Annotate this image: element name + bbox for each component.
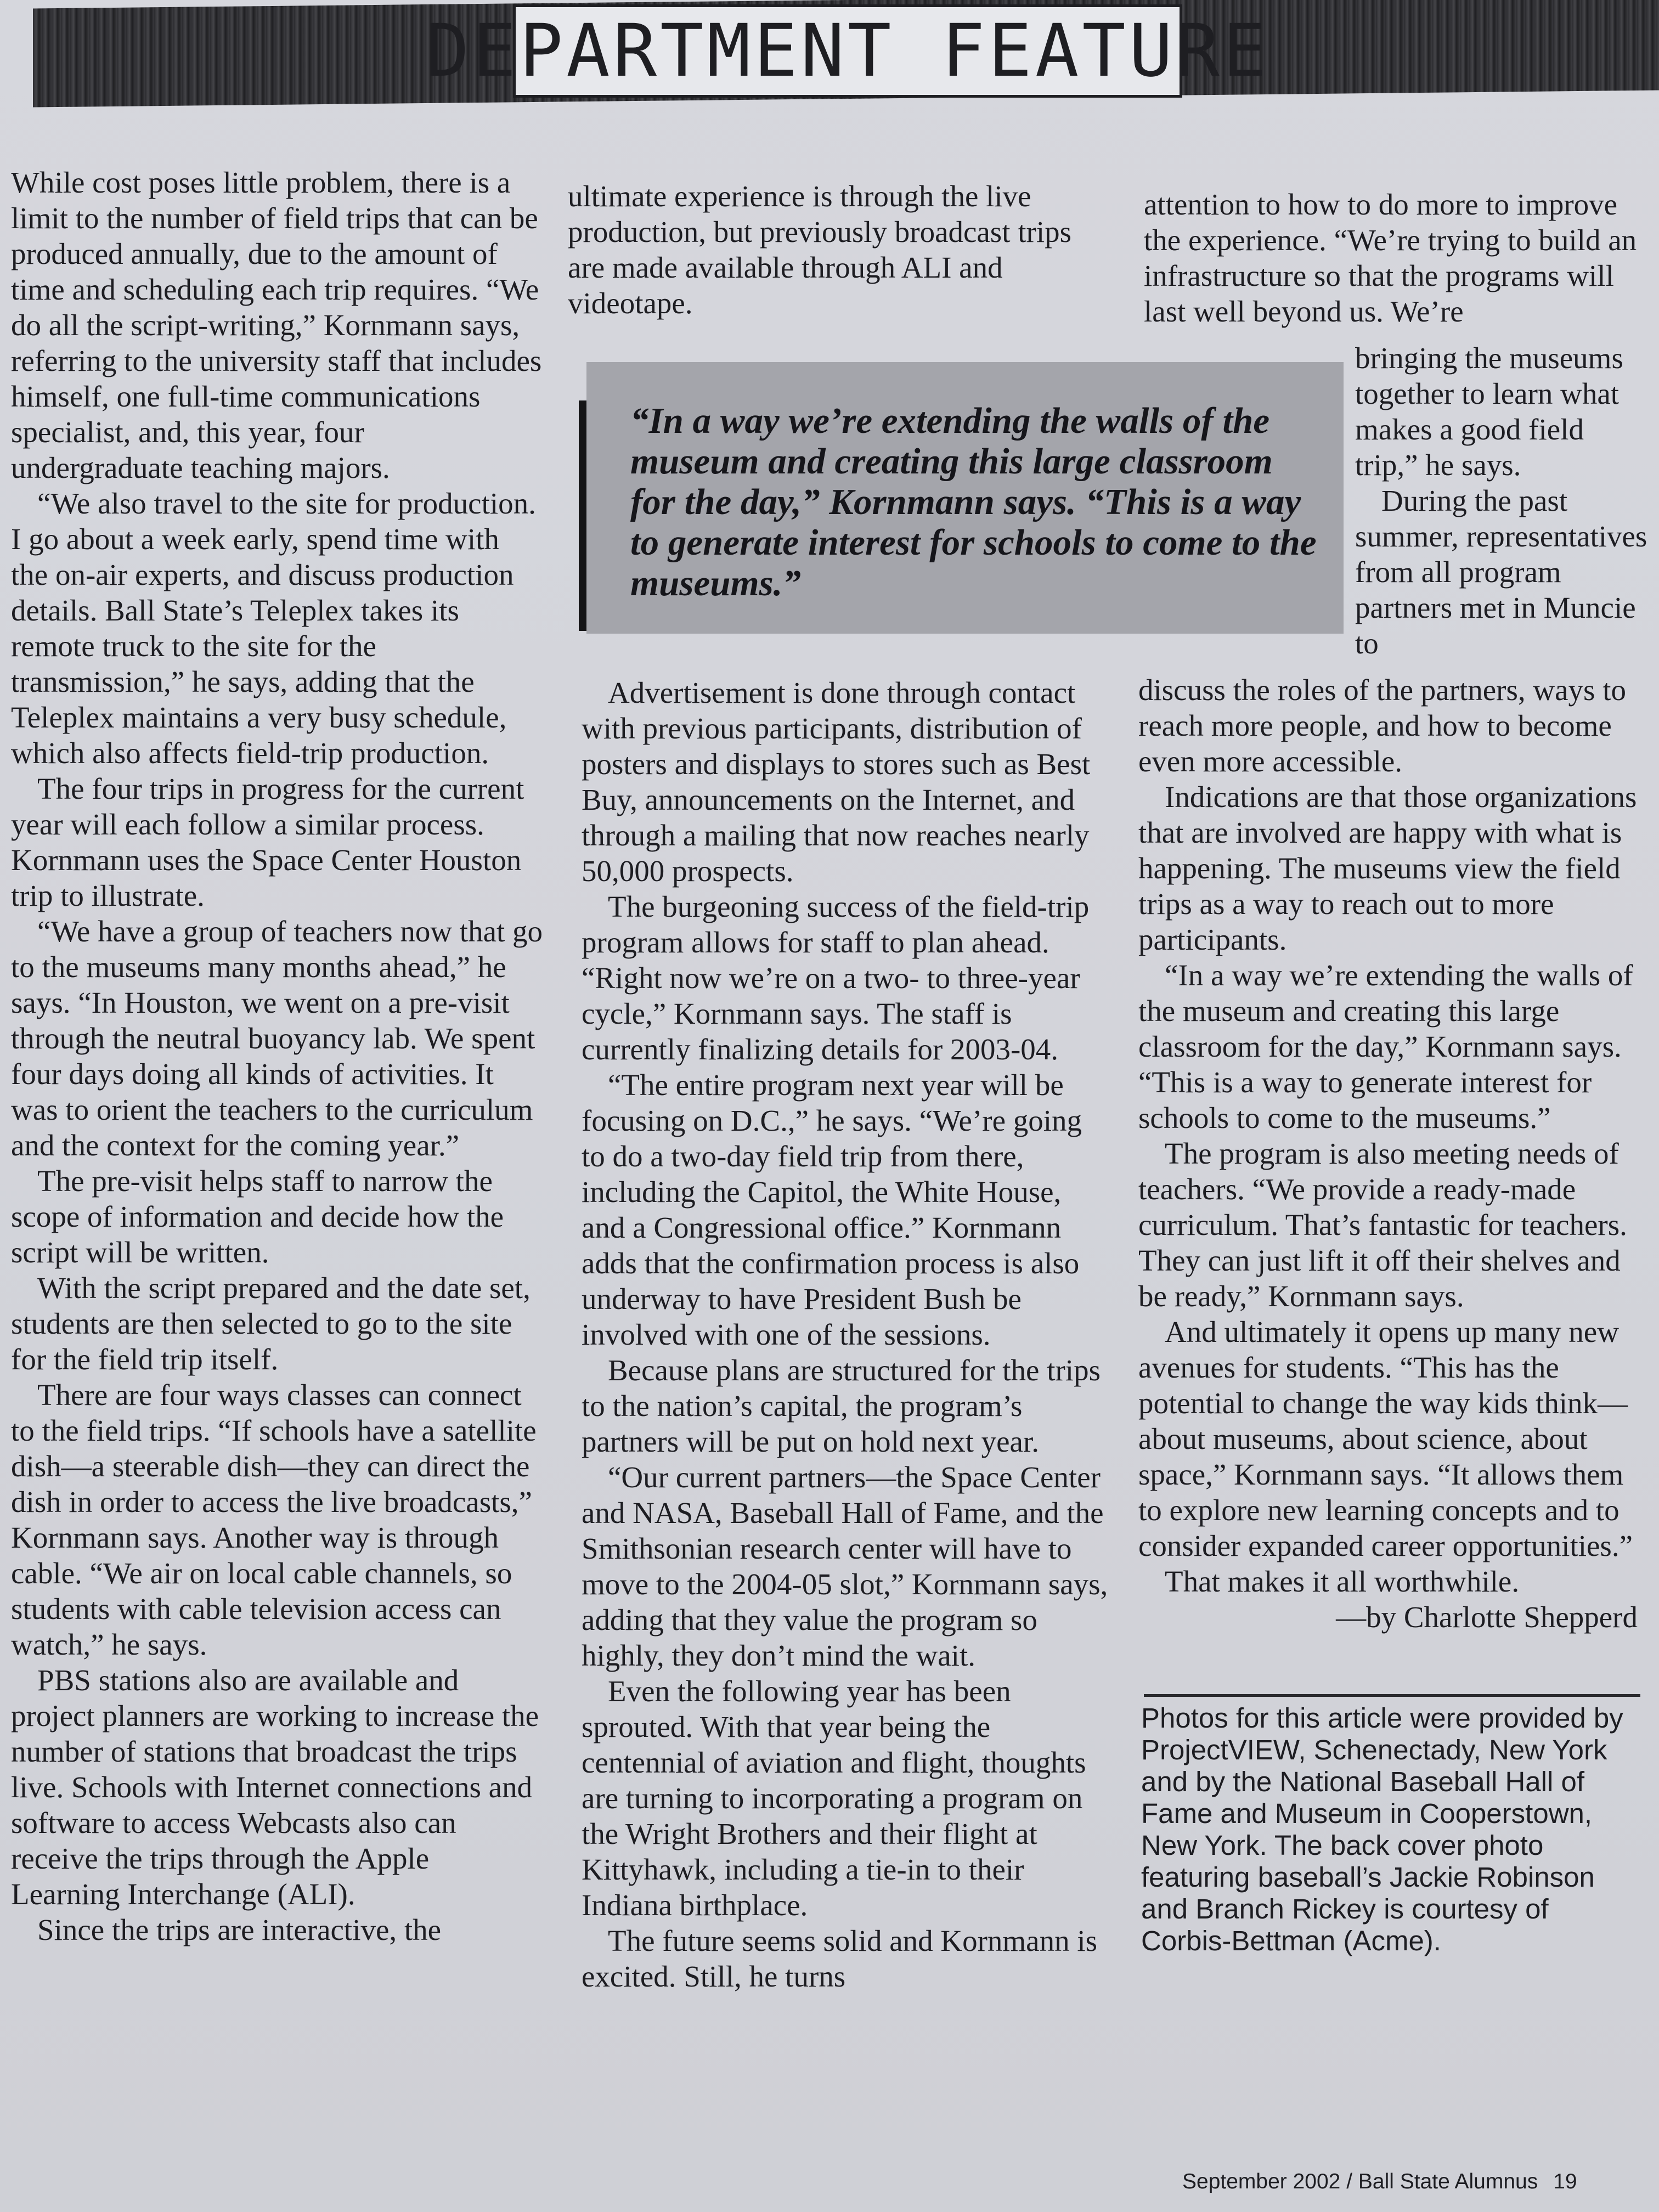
paragraph: “The entire program next year will be focusing on D.C.,” he says. “We’re going to do a two-day field trip from there, including the Capitol, the White House, and a Congressional office.” Kornmann adds that the confirmation process is also underway to have President Bush be involved with one of the sessions. [582,1068,1082,1351]
paragraph: And ultimately it opens up many new avenues for students. “This has the potential to change the way kids think—about museums, about science, about space,” Kornmann says. “It allows them to explore new learning concepts and to consider expanded career opportunities.” [1138,1315,1633,1562]
article-column-3-side [1355,340,1651,661]
paragraph: Since the trips are interactive, the [37,1913,442,1946]
article-column-3 [1138,672,1643,1635]
pull-quote-text: “In a way we’re extending the walls of the museum and creating this large classroom for the day,” Kornmann says. “This is a way to generate interest for schools to come to the museums.” [630,400,1317,603]
paragraph: PBS stations also are available and project planners are working to increase the number of stations that broadcast the trips live. Schools with Internet connections and software to access Webcasts also can receive the trips through the Apple Learning Interchange (ALI). [11,1663,539,1911]
paragraph: Even the following year has been sprouted. With that year being the centennial of aviation and flight, thoughts are turning to incorporating a program on the Wright Brothers and their flight at Kittyhawk, including a tie-in to their Indiana birthplace. [582,1674,1086,1922]
paragraph: The four trips in progress for the current year will each follow a similar process. Kornmann uses the Space Center Houston trip to illustrate. [11,772,524,912]
paragraph: “Our current partners—the Space Center and NASA, Baseball Hall of Fame, and the Smithsonian research center will have to move to the 2004-05 slot,” Kornmann says, adding that they value the program so highly, they don’t mind the wait. [582,1460,1108,1672]
paragraph: “We also travel to the site for production. I go about a week early, spend time with the on-air experts, and discuss production details. Ball State’s Teleplex takes its remote truck to the site for the transmission,” he says, adding that the Teleplex maintains a very busy schedule, which also affects field-trip production. [11,487,536,770]
paragraph: Indications are that those organizations that are involved are happy with what is happening. The museums view the field trips as a way to reach out to more participants. [1138,780,1637,956]
paragraph: The future seems solid and Kornmann is excited. Still, he turns [582,1924,1098,1993]
paragraph: There are four ways classes can connect to the field trips. “If schools have a satellite dish—a steerable dish—they can direct the dish in order to access the live broadcasts,” Kornmann says. Another way is through cable. “We air on local cable channels, so students with cable television access can watch,” he says. [11,1378,537,1661]
paragraph: The pre-visit helps staff to narrow the scope of information and decide how the script will be written. [11,1164,504,1269]
article-column-2 [582,675,1108,1994]
issue-line: September 2002 / Ball State Alumnus [1182,2170,1538,2193]
pull-quote [579,362,1344,631]
page-footer [1182,2170,1643,2194]
page-number: 19 [1553,2170,1577,2193]
paragraph: During the past summer, representatives from all program partners met in Muncie to [1355,484,1647,660]
article-column-3-top [1144,187,1638,329]
paragraph: discuss the roles of the partners, ways to reach more people, and how to become even more accessible. [1138,673,1626,778]
paragraph: While cost poses little problem, there is a limit to the number of field trips that can be produced annually, due to the amount of time and scheduling each trip requires. “We do all the script-writing,” Kornmann says, referring to the university staff that includes himself, one full-time communications specialist, and, this year, four undergraduate teaching majors. [11,166,542,484]
paragraph: “We have a group of teachers now that go to the museums many months ahead,” he says. “In Houston, we went on a pre-visit through the neutral buoyancy lab. We spent four days doing all kinds of activities. It was to orient the teachers to the curriculum and the context for the coming year.” [11,915,543,1162]
paragraph: ultimate experience is through the live production, but previously broadcast trips are made available through ALI and videotape. [568,179,1072,320]
article-column-2-top [568,178,1089,321]
paragraph: The burgeoning success of the field-trip program allows for staff to plan ahead. “Right now we’re on a two- to three-year cycle,” Kornmann says. The staff is currently finalizing details for 2003-04. [582,890,1090,1066]
paragraph: bringing the museums together to learn what makes a good field trip,” he says. [1355,341,1623,482]
paragraph: “In a way we’re extending the walls of the museum and creating this large classroom for the day,” Kornmann says. “This is a way to generate interest for schools to come to the museums.” [1138,958,1633,1135]
photo-credit: Photos for this article were provided by ProjectVIEW, Schenectady, New York and by the National Baseball Hall of Fame and Museum in Cooperstown, New York. The back cover photo featuring baseball’s Jackie Robinson and Branch Rickey is courtesy of Corbis-Bettman (Acme). [1141,1702,1623,1956]
pull-quote-box [586,362,1344,634]
paragraph: Because plans are structured for the trips to the nation’s capital, the program’s partners will be put on hold next year. [582,1353,1101,1458]
section-header [425,4,1270,98]
paragraph: Advertisement is done through contact with previous participants, distribution of posters and displays to stores such as Best Buy, announcements on the Internet, and through a mailing that now reaches nearly 50,000 prospects. [582,676,1091,888]
paragraph: The program is also meeting needs of teachers. “We provide a ready-made curriculum. That’s fantastic for teachers. They can just lift it off their shelves and be ready,” Kornmann says. [1138,1137,1627,1313]
paragraph: That makes it all worthwhile. [1165,1565,1520,1598]
divider [1144,1694,1640,1697]
article-column-1 [11,165,543,1948]
paragraph: attention to how to do more to improve the experience. “We’re trying to build an infrastructure so that the programs will last well beyond us. We’re [1144,188,1637,328]
byline: —by Charlotte Shepperd [1336,1600,1638,1634]
section-title: DEPARTMENT FEATURE [425,9,1270,93]
paragraph: With the script prepared and the date set, students are then selected to go to the site for the field trip itself. [11,1271,531,1376]
